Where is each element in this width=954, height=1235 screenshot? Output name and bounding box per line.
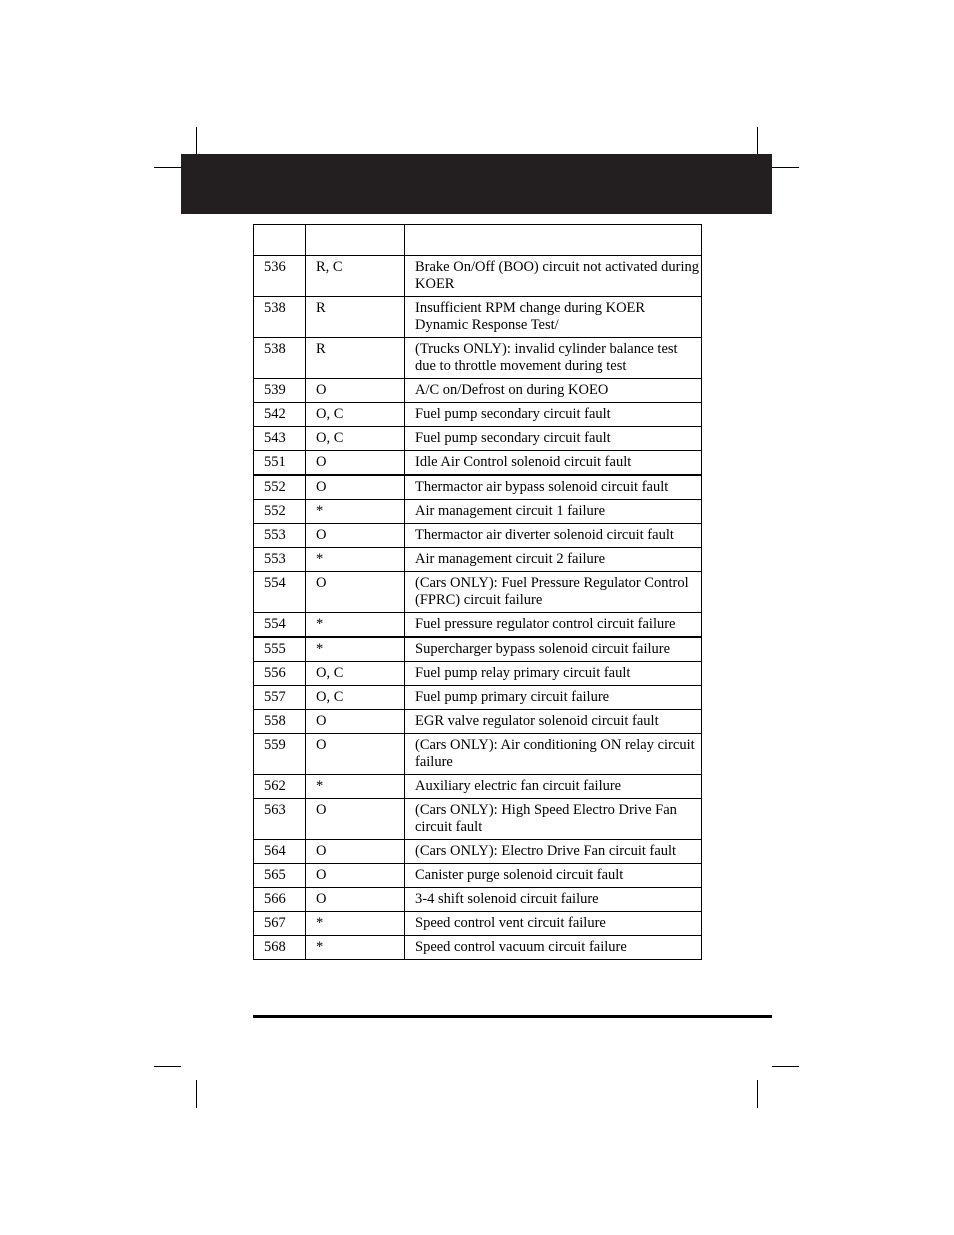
condition-cell: * xyxy=(306,912,405,936)
code-cell: 542 xyxy=(254,403,306,427)
code-cell: 565 xyxy=(254,864,306,888)
code-cell: 553 xyxy=(254,524,306,548)
description-cell: Brake On/Off (BOO) circuit not activated during KOER xyxy=(405,256,702,297)
code-cell: 555 xyxy=(254,637,306,662)
condition-cell: O xyxy=(306,475,405,500)
table-row xyxy=(254,864,702,888)
table-header-row xyxy=(254,225,702,256)
description-cell: (Cars ONLY): Electro Drive Fan circuit fault xyxy=(405,840,702,864)
description-cell: Air management circuit 1 failure xyxy=(405,500,702,524)
table-row xyxy=(254,662,702,686)
table-row xyxy=(254,256,702,297)
condition-cell: O, C xyxy=(306,662,405,686)
table-row xyxy=(254,451,702,476)
table-row xyxy=(254,775,702,799)
description-cell: Fuel pressure regulator control circuit failure xyxy=(405,613,702,638)
code-cell: 562 xyxy=(254,775,306,799)
table-row xyxy=(254,613,702,638)
condition-cell: * xyxy=(306,775,405,799)
code-cell: 554 xyxy=(254,572,306,613)
code-cell: 536 xyxy=(254,256,306,297)
condition-cell: * xyxy=(306,548,405,572)
column-header-description xyxy=(405,225,702,256)
description-cell: (Cars ONLY): Fuel Pressure Regulator Control (FPRC) circuit failure xyxy=(405,572,702,613)
description-cell: Air management circuit 2 failure xyxy=(405,548,702,572)
condition-cell: O xyxy=(306,840,405,864)
table-row xyxy=(254,548,702,572)
crop-mark-bottom-left-vertical xyxy=(196,1080,197,1108)
description-cell: Fuel pump primary circuit failure xyxy=(405,686,702,710)
crop-mark-top-left-horizontal xyxy=(154,167,181,168)
description-cell: Idle Air Control solenoid circuit fault xyxy=(405,451,702,476)
description-cell: Canister purge solenoid circuit fault xyxy=(405,864,702,888)
trouble-code-table xyxy=(253,224,702,960)
condition-cell: O xyxy=(306,572,405,613)
code-cell: 556 xyxy=(254,662,306,686)
description-cell: Auxiliary electric fan circuit failure xyxy=(405,775,702,799)
code-cell: 543 xyxy=(254,427,306,451)
description-cell: (Trucks ONLY): invalid cylinder balance test due to throttle movement during test xyxy=(405,338,702,379)
description-cell: Supercharger bypass solenoid circuit failure xyxy=(405,637,702,662)
table-row xyxy=(254,572,702,613)
table-row xyxy=(254,379,702,403)
code-cell: 557 xyxy=(254,686,306,710)
crop-mark-bottom-right-horizontal xyxy=(772,1066,799,1067)
table-row xyxy=(254,840,702,864)
condition-cell: * xyxy=(306,637,405,662)
table-row xyxy=(254,799,702,840)
table-row xyxy=(254,710,702,734)
table-row xyxy=(254,734,702,775)
crop-mark-bottom-left-horizontal xyxy=(154,1066,181,1067)
crop-mark-top-right-horizontal xyxy=(772,167,799,168)
table-row xyxy=(254,475,702,500)
table-body xyxy=(254,256,702,960)
code-cell: 553 xyxy=(254,548,306,572)
condition-cell: * xyxy=(306,500,405,524)
description-cell: (Cars ONLY): Air conditioning ON relay circuit failure xyxy=(405,734,702,775)
code-cell: 552 xyxy=(254,475,306,500)
code-cell: 558 xyxy=(254,710,306,734)
condition-cell: O xyxy=(306,864,405,888)
description-cell: Speed control vacuum circuit failure xyxy=(405,936,702,960)
condition-cell: O xyxy=(306,379,405,403)
condition-cell: * xyxy=(306,936,405,960)
code-cell: 554 xyxy=(254,613,306,638)
column-header-condition xyxy=(306,225,405,256)
description-cell: (Cars ONLY): High Speed Electro Drive Fan circuit fault xyxy=(405,799,702,840)
code-cell: 551 xyxy=(254,451,306,476)
table-row xyxy=(254,338,702,379)
crop-mark-top-right-vertical xyxy=(757,127,758,154)
code-cell: 564 xyxy=(254,840,306,864)
crop-mark-bottom-right-vertical xyxy=(757,1080,758,1108)
code-cell: 559 xyxy=(254,734,306,775)
table-row xyxy=(254,912,702,936)
description-cell: EGR valve regulator solenoid circuit fault xyxy=(405,710,702,734)
description-cell: Insufficient RPM change during KOER Dynamic Response Test/ xyxy=(405,297,702,338)
condition-cell: R, C xyxy=(306,256,405,297)
description-cell: Fuel pump secondary circuit fault xyxy=(405,427,702,451)
description-cell: 3-4 shift solenoid circuit failure xyxy=(405,888,702,912)
condition-cell: R xyxy=(306,297,405,338)
table-row xyxy=(254,637,702,662)
description-cell: A/C on/Defrost on during KOEO xyxy=(405,379,702,403)
code-cell: 566 xyxy=(254,888,306,912)
table-row xyxy=(254,297,702,338)
condition-cell: O xyxy=(306,734,405,775)
condition-cell: O xyxy=(306,451,405,476)
code-cell: 563 xyxy=(254,799,306,840)
code-cell: 538 xyxy=(254,338,306,379)
table-row xyxy=(254,500,702,524)
code-cell: 567 xyxy=(254,912,306,936)
description-cell: Thermactor air bypass solenoid circuit fault xyxy=(405,475,702,500)
code-cell: 552 xyxy=(254,500,306,524)
code-cell: 568 xyxy=(254,936,306,960)
description-cell: Thermactor air diverter solenoid circuit fault xyxy=(405,524,702,548)
condition-cell: O xyxy=(306,799,405,840)
footer-rule xyxy=(253,1015,772,1018)
condition-cell: * xyxy=(306,613,405,638)
condition-cell: R xyxy=(306,338,405,379)
page-header-bar xyxy=(181,154,772,214)
column-header-code xyxy=(254,225,306,256)
table-row xyxy=(254,686,702,710)
condition-cell: O, C xyxy=(306,686,405,710)
condition-cell: O, C xyxy=(306,427,405,451)
table-row xyxy=(254,888,702,912)
crop-mark-top-left-vertical xyxy=(196,127,197,154)
table-row xyxy=(254,524,702,548)
table-row xyxy=(254,936,702,960)
table-row xyxy=(254,427,702,451)
condition-cell: O, C xyxy=(306,403,405,427)
condition-cell: O xyxy=(306,710,405,734)
description-cell: Fuel pump relay primary circuit fault xyxy=(405,662,702,686)
description-cell: Fuel pump secondary circuit fault xyxy=(405,403,702,427)
condition-cell: O xyxy=(306,888,405,912)
code-cell: 538 xyxy=(254,297,306,338)
table-row xyxy=(254,403,702,427)
description-cell: Speed control vent circuit failure xyxy=(405,912,702,936)
condition-cell: O xyxy=(306,524,405,548)
code-cell: 539 xyxy=(254,379,306,403)
